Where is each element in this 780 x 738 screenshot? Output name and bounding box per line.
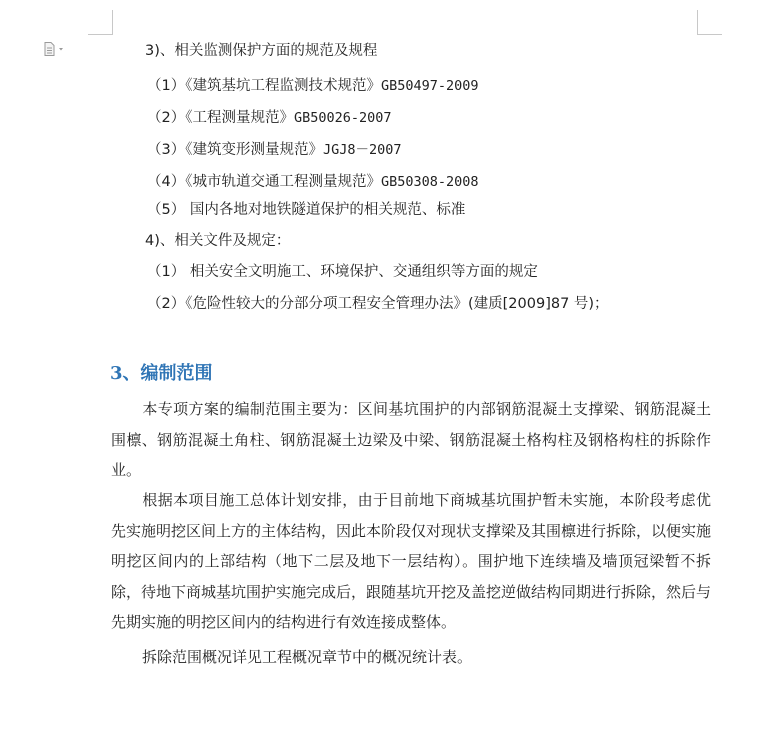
scope-paragraph: 本专项方案的编制范围主要为：区间基坑围护的内部钢筋混凝土支撑梁、钢筋混凝土围檩、钢筋混凝土角柱、钢筋混凝土边梁及中梁、钢筋混凝土格构柱及钢格构柱的拆除作业。 [111,400,711,479]
document-outline-icon[interactable] [44,42,66,56]
standards-section-title: 3)、相关监测保护方面的规范及规程 [145,43,378,59]
document-item: （2）《危险性较大的分部分项工程安全管理办法》(建质[2009]87 号)； [147,296,609,312]
page-corner-mark-top-right [697,10,722,35]
document-item: （1） 相关安全文明施工、环境保护、交通组织等方面的规定 [147,264,538,280]
standard-item: （1）《建筑基坑工程监测技术规范》GB50497-2009 [147,78,479,94]
scope-paragraph: 根据本项目施工总体计划安排，由于目前地下商城基坑围护暂未实施，本阶段考虑优先实施明挖区间上方的主体结构，因此本阶段仅对现状支撑梁及其围檩进行拆除，以便实施明挖区间内的上部结构（地下二层及地下一层结构）。围护地下连续墙及墙顶冠梁暂不拆除，待地下商城基坑围护实施完成后，跟随基坑开挖及盖挖逆做结构同期进行拆除，然后与先期实施的明挖区间内的结构进行有效连接成整体。 [111,491,712,631]
scope-paragraph: 拆除范围概况详见工程概况章节中的概况统计表。 [142,648,473,666]
standard-item: （2）《工程测量规范》GB50026-2007 [147,110,392,126]
standard-item: （3）《建筑变形测量规范》JGJ8－2007 [147,142,402,158]
standard-item: （4）《城市轨道交通工程测量规范》GB50308-2008 [147,174,479,190]
standard-item: （5） 国内各地对地铁隧道保护的相关规范、标准 [147,202,466,218]
scope-heading: 3、编制范围 [110,363,213,384]
documents-section-title: 4)、相关文件及规定： [145,233,291,249]
page-corner-mark-top-left [88,10,113,35]
